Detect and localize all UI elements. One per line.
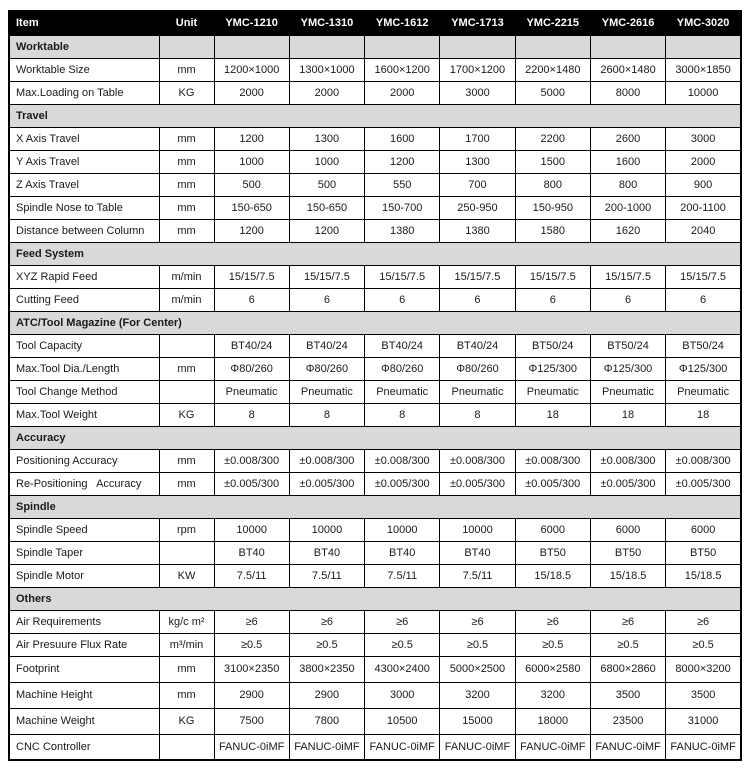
spec-value: 250-950 [440, 196, 515, 219]
spec-value: 8 [289, 403, 364, 426]
spec-value: 2000 [365, 81, 440, 104]
spec-value: 7500 [214, 708, 289, 734]
spec-value: ≥0.5 [666, 633, 741, 656]
column-header-ymc-2616: YMC-2616 [590, 11, 665, 35]
unit-value: KG [159, 403, 214, 426]
item-label: Positioning Accuracy [9, 449, 159, 472]
item-label: Max.Tool Dia./Length [9, 357, 159, 380]
spec-value: ±0.005/300 [666, 472, 741, 495]
spec-value: BT50 [590, 541, 665, 564]
spec-value: 15/15/7.5 [515, 265, 590, 288]
spec-value: 6 [666, 288, 741, 311]
unit-value: mm [159, 173, 214, 196]
spec-value: FANUC-0iMF [289, 734, 364, 760]
spec-row [9, 449, 741, 472]
spec-value: 8000 [590, 81, 665, 104]
spec-row [9, 127, 741, 150]
section-cell [515, 35, 590, 58]
spec-value: 200-1100 [666, 196, 741, 219]
spec-value: Φ80/260 [440, 357, 515, 380]
spec-value: 18 [590, 403, 665, 426]
item-label: Machine Height [9, 682, 159, 708]
unit-value [159, 734, 214, 760]
item-label: CNC Controller [9, 734, 159, 760]
spec-value: ±0.005/300 [515, 472, 590, 495]
item-label: Max.Tool Weight [9, 403, 159, 426]
unit-value [159, 334, 214, 357]
spec-value: FANUC-0iMF [365, 734, 440, 760]
spec-value: ±0.008/300 [590, 449, 665, 472]
spec-value: BT40 [214, 541, 289, 564]
spec-value: BT50/24 [590, 334, 665, 357]
item-label: X Axis Travel [9, 127, 159, 150]
spec-value: 2600 [590, 127, 665, 150]
unit-value: mm [159, 472, 214, 495]
unit-value: mm [159, 449, 214, 472]
spec-value: 2040 [666, 219, 741, 242]
spec-row [9, 734, 741, 760]
spec-value: 2200×1480 [515, 58, 590, 81]
spec-value: 8 [365, 403, 440, 426]
spec-value: ≥6 [214, 610, 289, 633]
spec-value: ≥0.5 [515, 633, 590, 656]
section-cell [214, 35, 289, 58]
spec-value: 10000 [440, 518, 515, 541]
spec-value: 7800 [289, 708, 364, 734]
column-header-ymc-2215: YMC-2215 [515, 11, 590, 35]
spec-row [9, 564, 741, 587]
unit-value: rpm [159, 518, 214, 541]
spec-value: BT50/24 [666, 334, 741, 357]
spec-row [9, 196, 741, 219]
item-label: Cutting Feed [9, 288, 159, 311]
spec-value: ≥0.5 [289, 633, 364, 656]
spec-row [9, 150, 741, 173]
spec-row [9, 219, 741, 242]
item-label: Air Requirements [9, 610, 159, 633]
column-header-ymc-1210: YMC-1210 [214, 11, 289, 35]
spec-value: ±0.005/300 [365, 472, 440, 495]
unit-value: mm [159, 656, 214, 682]
spec-row [9, 288, 741, 311]
spec-value: 6 [289, 288, 364, 311]
spec-value: 150-950 [515, 196, 590, 219]
spec-value: ≥0.5 [214, 633, 289, 656]
spec-value: 500 [289, 173, 364, 196]
item-label: Max.Loading on Table [9, 81, 159, 104]
spec-value: BT40 [440, 541, 515, 564]
unit-value: KG [159, 81, 214, 104]
spec-value: Φ125/300 [590, 357, 665, 380]
spec-value: 7.5/11 [365, 564, 440, 587]
spec-value: FANUC-0iMF [440, 734, 515, 760]
spec-value: 18000 [515, 708, 590, 734]
column-header-ymc-1310: YMC-1310 [289, 11, 364, 35]
spec-value: 6000×2580 [515, 656, 590, 682]
spec-value: 2900 [214, 682, 289, 708]
spec-value: 1300 [289, 127, 364, 150]
spec-value: Pneumatic [365, 380, 440, 403]
spec-value: ±0.005/300 [214, 472, 289, 495]
spec-value: BT40/24 [214, 334, 289, 357]
spec-value: 3000 [365, 682, 440, 708]
item-label: Spindle Nose to Table [9, 196, 159, 219]
item-label: Footprint [9, 656, 159, 682]
section-label: Spindle [9, 495, 741, 518]
spec-value: 6800×2860 [590, 656, 665, 682]
spec-value: 1500 [515, 150, 590, 173]
item-label: XYZ Rapid Feed [9, 265, 159, 288]
spec-value: 15000 [440, 708, 515, 734]
spec-value: 700 [440, 173, 515, 196]
spec-value: 8 [214, 403, 289, 426]
spec-row [9, 708, 741, 734]
section-label: Feed System [9, 242, 741, 265]
spec-value: 6 [214, 288, 289, 311]
column-header-ymc-3020: YMC-3020 [666, 11, 741, 35]
spec-value: Pneumatic [289, 380, 364, 403]
unit-value: mm [159, 682, 214, 708]
unit-value [159, 541, 214, 564]
spec-value: 18 [666, 403, 741, 426]
spec-value: FANUC-0iMF [666, 734, 741, 760]
section-cell [440, 35, 515, 58]
spec-value: 3500 [590, 682, 665, 708]
column-header-ymc-1713: YMC-1713 [440, 11, 515, 35]
spec-value: ±0.008/300 [666, 449, 741, 472]
spec-value: ≥6 [666, 610, 741, 633]
section-cell [365, 35, 440, 58]
spec-value: 2200 [515, 127, 590, 150]
spec-value: 7.5/11 [214, 564, 289, 587]
spec-value: 2900 [289, 682, 364, 708]
spec-value: 2000 [666, 150, 741, 173]
spec-value: 1620 [590, 219, 665, 242]
spec-value: ±0.008/300 [515, 449, 590, 472]
unit-value: mm [159, 196, 214, 219]
item-label: Spindle Speed [9, 518, 159, 541]
unit-value: m³/min [159, 633, 214, 656]
spec-value: 550 [365, 173, 440, 196]
spec-value: 15/15/7.5 [590, 265, 665, 288]
spec-value: 6 [590, 288, 665, 311]
spec-value: ≥6 [590, 610, 665, 633]
spec-value: 10000 [289, 518, 364, 541]
column-header-item: Item [9, 11, 159, 35]
section-label: Others [9, 587, 741, 610]
section-row [9, 242, 741, 265]
spec-row [9, 357, 741, 380]
spec-value: ≥6 [289, 610, 364, 633]
spec-value: ≥0.5 [365, 633, 440, 656]
section-row [9, 104, 741, 127]
spec-row [9, 682, 741, 708]
spec-table-body [9, 35, 741, 760]
spec-value: 1300 [440, 150, 515, 173]
spec-value: 23500 [590, 708, 665, 734]
spec-value: Pneumatic [440, 380, 515, 403]
spec-value: FANUC-0iMF [515, 734, 590, 760]
spec-value: BT40/24 [365, 334, 440, 357]
spec-row [9, 173, 741, 196]
spec-value: 1200 [289, 219, 364, 242]
unit-value: KG [159, 708, 214, 734]
spec-value: 1700 [440, 127, 515, 150]
spec-value: 15/18.5 [666, 564, 741, 587]
spec-value: Pneumatic [590, 380, 665, 403]
spec-value: ≥0.5 [440, 633, 515, 656]
spec-value: 1000 [214, 150, 289, 173]
section-row [9, 587, 741, 610]
column-header-ymc-1612: YMC-1612 [365, 11, 440, 35]
spec-value: 3200 [440, 682, 515, 708]
spec-value: 6000 [515, 518, 590, 541]
spec-value: Φ80/260 [365, 357, 440, 380]
item-label: Z Axis Travel [9, 173, 159, 196]
spec-value: 15/15/7.5 [214, 265, 289, 288]
spec-value: BT40/24 [289, 334, 364, 357]
spec-row [9, 633, 741, 656]
spec-value: 6000 [590, 518, 665, 541]
spec-value: 2000 [214, 81, 289, 104]
spec-value: 3100×2350 [214, 656, 289, 682]
spec-value: 7.5/11 [440, 564, 515, 587]
spec-value: Φ80/260 [214, 357, 289, 380]
spec-value: 6 [515, 288, 590, 311]
spec-value: 5000 [515, 81, 590, 104]
item-label: Worktable Size [9, 58, 159, 81]
spec-value: BT40 [289, 541, 364, 564]
spec-value: ±0.008/300 [440, 449, 515, 472]
spec-value: ≥6 [365, 610, 440, 633]
spec-value: 15/18.5 [590, 564, 665, 587]
spec-value: 1380 [365, 219, 440, 242]
unit-value: kg/c m² [159, 610, 214, 633]
spec-value: ±0.008/300 [214, 449, 289, 472]
item-label: Air Presuure Flux Rate [9, 633, 159, 656]
spec-value: 1600×1200 [365, 58, 440, 81]
section-label: Accuracy [9, 426, 741, 449]
spec-value: 15/15/7.5 [440, 265, 515, 288]
spec-value: 900 [666, 173, 741, 196]
spec-value: 3000 [440, 81, 515, 104]
spec-value: 3200 [515, 682, 590, 708]
spec-value: BT40 [365, 541, 440, 564]
spec-value: 2600×1480 [590, 58, 665, 81]
spec-value: 1200 [214, 219, 289, 242]
spec-row [9, 81, 741, 104]
item-label: Machine Weight [9, 708, 159, 734]
spec-value: 3000×1850 [666, 58, 741, 81]
section-row [9, 426, 741, 449]
spec-value: 31000 [666, 708, 741, 734]
spec-value: 150-650 [214, 196, 289, 219]
spec-value: 6000 [666, 518, 741, 541]
spec-value: ≥0.5 [590, 633, 665, 656]
spec-row [9, 656, 741, 682]
spec-value: Φ125/300 [515, 357, 590, 380]
unit-value: mm [159, 127, 214, 150]
spec-value: Pneumatic [666, 380, 741, 403]
spec-value: Pneumatic [515, 380, 590, 403]
section-row [9, 35, 741, 58]
spec-value: 1600 [590, 150, 665, 173]
spec-value: 4300×2400 [365, 656, 440, 682]
spec-value: 1380 [440, 219, 515, 242]
spec-value: FANUC-0iMF [214, 734, 289, 760]
spec-value: 3800×2350 [289, 656, 364, 682]
spec-value: BT50 [666, 541, 741, 564]
unit-value [159, 380, 214, 403]
unit-value: m/min [159, 288, 214, 311]
section-row [9, 311, 741, 334]
spec-value: 15/15/7.5 [666, 265, 741, 288]
spec-value: 6 [365, 288, 440, 311]
spec-value: 3000 [666, 127, 741, 150]
unit-value: mm [159, 357, 214, 380]
unit-value: mm [159, 219, 214, 242]
item-label: Tool Change Method [9, 380, 159, 403]
spec-value: 15/18.5 [515, 564, 590, 587]
unit-value: m/min [159, 265, 214, 288]
spec-value: 10500 [365, 708, 440, 734]
spec-value: BT50 [515, 541, 590, 564]
section-cell [159, 35, 214, 58]
spec-value: 150-700 [365, 196, 440, 219]
spec-value: ±0.005/300 [590, 472, 665, 495]
spec-value: ≥6 [515, 610, 590, 633]
spec-value: 1300×1000 [289, 58, 364, 81]
spec-value: BT40/24 [440, 334, 515, 357]
spec-value: 1200×1000 [214, 58, 289, 81]
spec-row [9, 265, 741, 288]
header-row [9, 11, 741, 35]
spec-value: 15/15/7.5 [365, 265, 440, 288]
spec-value: 1700×1200 [440, 58, 515, 81]
spec-value: 1580 [515, 219, 590, 242]
spec-value: 1200 [214, 127, 289, 150]
spec-value: 10000 [365, 518, 440, 541]
spec-row [9, 334, 741, 357]
spec-value: ±0.008/300 [365, 449, 440, 472]
spec-value: 200-1000 [590, 196, 665, 219]
item-label: Spindle Taper [9, 541, 159, 564]
spec-row [9, 541, 741, 564]
section-cell [289, 35, 364, 58]
spec-value: Pneumatic [214, 380, 289, 403]
spec-row [9, 403, 741, 426]
spec-row [9, 610, 741, 633]
spec-value: 3500 [666, 682, 741, 708]
unit-value: KW [159, 564, 214, 587]
item-label: Tool Capacity [9, 334, 159, 357]
spec-value: 800 [515, 173, 590, 196]
spec-value: 1200 [365, 150, 440, 173]
item-label: Distance between Column [9, 219, 159, 242]
section-label: ATC/Tool Magazine (For Center) [9, 311, 741, 334]
spec-value: Φ125/300 [666, 357, 741, 380]
spec-value: 18 [515, 403, 590, 426]
spec-value: ≥6 [440, 610, 515, 633]
spec-value: ±0.008/300 [289, 449, 364, 472]
spec-value: BT50/24 [515, 334, 590, 357]
spec-value: 1000 [289, 150, 364, 173]
spec-value: 7.5/11 [289, 564, 364, 587]
section-label: Travel [9, 104, 741, 127]
spec-value: 8000×3200 [666, 656, 741, 682]
spec-value: 10000 [214, 518, 289, 541]
section-row [9, 495, 741, 518]
column-header-unit: Unit [159, 11, 214, 35]
section-label: Worktable [9, 35, 159, 58]
unit-value: mm [159, 58, 214, 81]
spec-value: Φ80/260 [289, 357, 364, 380]
spec-table [8, 10, 742, 761]
spec-value: 800 [590, 173, 665, 196]
spec-value: 15/15/7.5 [289, 265, 364, 288]
spec-row [9, 380, 741, 403]
spec-value: 10000 [666, 81, 741, 104]
item-label: Spindle Motor [9, 564, 159, 587]
spec-value: 5000×2500 [440, 656, 515, 682]
spec-row [9, 472, 741, 495]
spec-value: 8 [440, 403, 515, 426]
section-cell [590, 35, 665, 58]
spec-value: 2000 [289, 81, 364, 104]
item-label: Y Axis Travel [9, 150, 159, 173]
unit-value: mm [159, 150, 214, 173]
section-cell [666, 35, 741, 58]
spec-row [9, 518, 741, 541]
spec-value: FANUC-0iMF [590, 734, 665, 760]
spec-value: ±0.005/300 [440, 472, 515, 495]
spec-value: ±0.005/300 [289, 472, 364, 495]
spec-value: 1600 [365, 127, 440, 150]
item-label: Re-Positioning Accuracy [9, 472, 159, 495]
spec-row [9, 58, 741, 81]
spec-value: 6 [440, 288, 515, 311]
spec-value: 500 [214, 173, 289, 196]
spec-value: 150-650 [289, 196, 364, 219]
